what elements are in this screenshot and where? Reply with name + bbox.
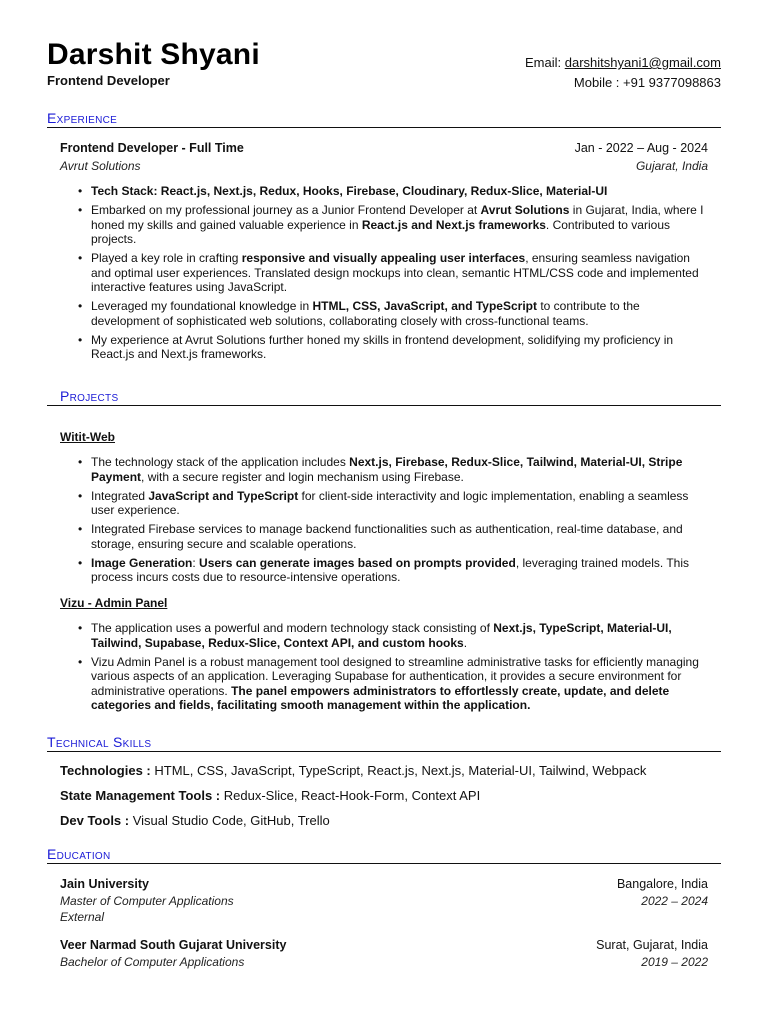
- education-section-heading: [47, 846, 721, 864]
- skill-label: Dev Tools :: [60, 813, 130, 828]
- job-location: Gujarat, India: [635, 159, 708, 173]
- skill-value: HTML, CSS, JavaScript, TypeScript, React.js, Next.js, Material-UI, Tailwind, Webpack: [150, 763, 647, 778]
- bullet-text: :: [192, 555, 200, 570]
- school-name: Jain University: [60, 877, 149, 891]
- bullet-text: Vizu Admin Panel is a robust management tool designed to streamline administrative tasks for efficiently managing various aspects of an application. Leveraging Supabase for authentication, it provides a secure environment for administrative operations.: [91, 654, 699, 698]
- project-bullets: [78, 455, 708, 589]
- bullet-text: .: [463, 635, 468, 650]
- experience-section-heading: [47, 110, 721, 128]
- bullet-item: [78, 203, 708, 247]
- degree-row: [60, 955, 708, 969]
- school-name: Veer Narmad South Gujarat University: [60, 938, 287, 952]
- projects-section-heading: [47, 388, 721, 406]
- bullet-bold-text: Next.js, TypeScript, Material-UI, Tailwind, Supabase, Redux-Slice, Context API, and custom hooks: [91, 621, 672, 650]
- bullet-bold-text: responsive and visually appealing user interfaces: [241, 251, 526, 265]
- mobile-line: Mobile : +91 9377098863: [573, 75, 721, 90]
- degree-name: Master of Computer Applications: [60, 894, 234, 908]
- project-name: Vizu - Admin Panel: [60, 596, 168, 610]
- degree-dates: 2019 – 2022: [641, 955, 708, 969]
- job-title-row: [60, 141, 708, 155]
- job-position: Frontend Developer - Full Time: [60, 141, 244, 155]
- bullet-bold-text: The panel empowers administrators to effortlessly create, update, and delete categories and fields, facilitating smooth management within the application.: [91, 683, 670, 712]
- bullet-bold-text: HTML, CSS, JavaScript, and TypeScript: [312, 299, 537, 313]
- experience-bullets: [78, 184, 708, 366]
- school-location: Bangalore, India: [616, 877, 708, 891]
- skill-label: State Management Tools :: [60, 788, 221, 803]
- project-name: Witit-Web: [60, 430, 115, 444]
- email-line: [525, 53, 721, 73]
- bullet-text: to contribute to the development of sophisticated web solutions, collaborating closely with cross-functional teams.: [91, 299, 640, 328]
- degree-dates: 2022 – 2024: [641, 894, 708, 908]
- bullet-item: [78, 655, 708, 713]
- bullet-text: Integrated Firebase services to manage backend functionalities such as authentication, real-time database, and storage, ensuring secure and scalable operations.: [91, 522, 683, 551]
- candidate-role: Frontend Developer: [47, 73, 170, 88]
- degree-note: External: [60, 910, 105, 924]
- bullet-text: Played a key role in crafting: [91, 251, 242, 265]
- bullet-text: The technology stack of the application includes: [91, 455, 350, 469]
- bullet-bold-text: Next.js, Firebase, Redux-Slice, Tailwind, Material-UI, Stripe Payment: [91, 455, 683, 484]
- bullet-item: [78, 455, 708, 484]
- bullet-text: in Gujarat, India, where I honed my skills and gained valuable experience in: [91, 203, 704, 232]
- bullet-item: [78, 251, 708, 295]
- project-bullets: [78, 621, 708, 717]
- bullet-item: [78, 522, 708, 551]
- email-label: Email:: [525, 55, 565, 70]
- bullet-bold-text: Avrut Solutions: [480, 203, 570, 217]
- section-title: Technical Skills: [47, 734, 152, 750]
- section-title: Experience: [47, 110, 118, 126]
- bullet-text: for client-side interactivity and logic implementation, enabling a seamless user experience.: [91, 488, 689, 517]
- bullet-text: , with a secure register and login mechanism using Firebase.: [141, 469, 464, 484]
- school-location: Surat, Gujarat, India: [596, 938, 708, 952]
- bullet-text: Embarked on my professional journey as a Junior Frontend Developer at: [91, 203, 481, 217]
- bullet-text: , ensuring seamless navigation and optimal user experiences. Translated design mockups into clean, semantic HTML/CSS code and implemented interactive features using JavaScript.: [91, 251, 699, 294]
- bullet-bold-text: React.js and Next.js frameworks: [361, 217, 546, 232]
- bullet-bold-text: JavaScript and TypeScript: [148, 488, 299, 503]
- bullet-text: Integrated: [91, 488, 149, 503]
- contact-block: [525, 53, 721, 93]
- bullet-item: [78, 333, 708, 362]
- bullet-item: [78, 299, 708, 328]
- education-row: [60, 877, 708, 891]
- skill-row: [60, 763, 708, 778]
- education-row: [60, 938, 708, 952]
- bullet-text: Leveraged my foundational knowledge in: [91, 299, 313, 313]
- bullet-text: The application uses a powerful and modern technology stack consisting of: [91, 621, 494, 635]
- bullet-item: [78, 621, 708, 650]
- bullet-bold-text: Image Generation: [91, 555, 193, 570]
- bullet-text: , leveraging trained models. This process incurs costs due to resource-intensive operations.: [91, 555, 690, 584]
- skill-row: [60, 813, 708, 828]
- skill-row: [60, 788, 708, 803]
- job-company-row: [60, 159, 708, 173]
- degree-row: [60, 894, 708, 908]
- job-company: Avrut Solutions: [60, 159, 141, 173]
- bullet-bold-text: Users can generate images based on prompts provided: [199, 555, 516, 570]
- email-link[interactable]: darshitshyani1@gmail.com: [564, 55, 721, 70]
- skills-section-heading: [47, 734, 721, 752]
- skill-value: Redux-Slice, React-Hook-Form, Context API: [220, 788, 481, 803]
- section-title: Education: [47, 846, 111, 862]
- degree-name: Bachelor of Computer Applications: [60, 955, 245, 969]
- section-title: Projects: [60, 388, 119, 404]
- skill-label: Technologies :: [60, 763, 151, 778]
- bullet-text: . Contributed to various projects.: [91, 217, 670, 246]
- bullet-text: My experience at Avrut Solutions further honed my skills in frontend development, solidifying my proficiency in React.js and Next.js frameworks.: [91, 332, 674, 361]
- bullet-item: [78, 489, 708, 518]
- bullet-item: [78, 184, 708, 199]
- degree-note-row: [60, 910, 708, 924]
- bullet-item: [78, 556, 708, 585]
- skill-value: Visual Studio Code, GitHub, Trello: [129, 813, 330, 828]
- job-dates: Jan - 2022 – Aug - 2024: [574, 141, 708, 155]
- bullet-bold-text: Tech Stack: React.js, Next.js, Redux, Hooks, Firebase, Cloudinary, Redux-Slice, Material-UI: [91, 184, 608, 198]
- candidate-name: Darshit Shyani: [47, 38, 260, 71]
